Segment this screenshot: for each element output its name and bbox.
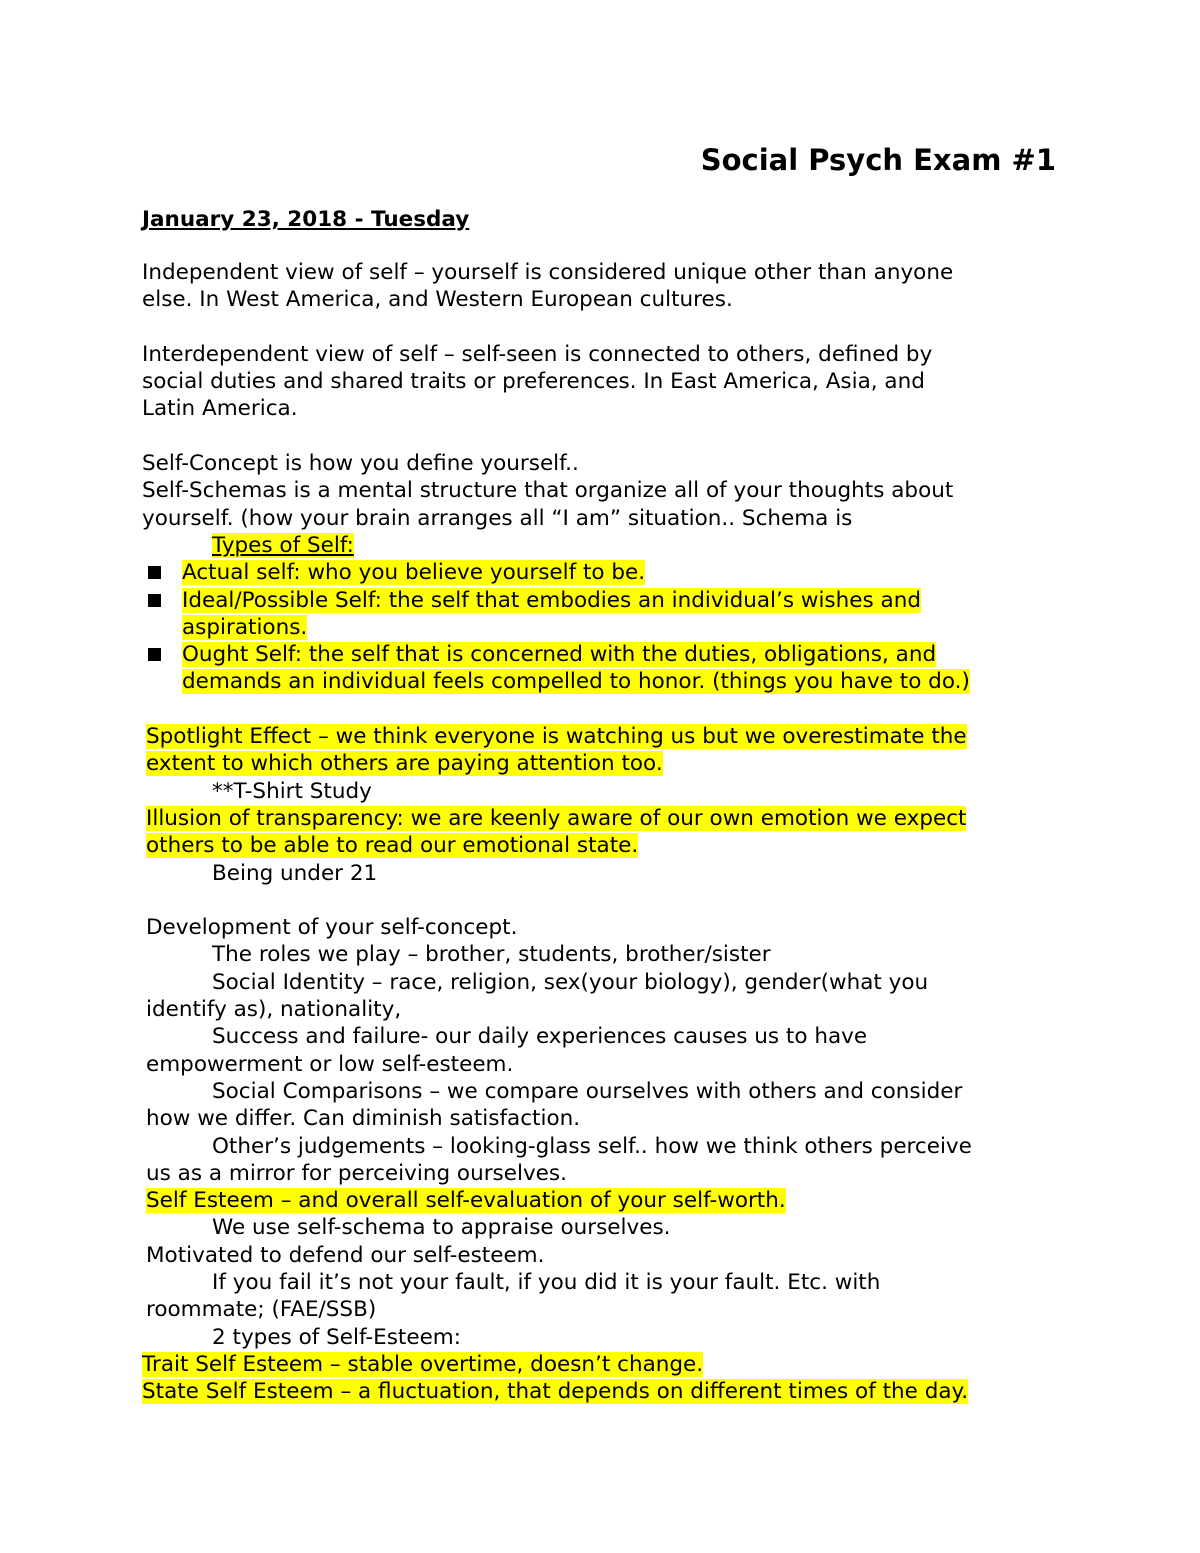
paragraph-interdependent: Interdependent view of self – self-seen is connected to others, defined by social duties and shared traits or preferences. In East America, Asia, and Latin America. [142, 341, 933, 422]
state-self-esteem-line: State Self Esteem – a fluctuation, that depends on different times of the day. [142, 1379, 969, 1405]
square-bullet-icon [148, 566, 161, 579]
list-item: Actual self: who you believe yourself to be. [142, 559, 1072, 586]
development-section: Development of your self-concept. The roles we play – brother, students, brother/sister Social Identity – race, religion, sex(your biology), gender(what you identify as), nationality, Success and failure- our daily experiences causes us to have empowerment or low self-esteem. Social Comparisons – we compare ourselves with others and consider how we differ. Can diminish satisfaction. Other’s judgements – looking-glass self.. how we think others perceive us as a mirror for perceiving ourselves. Self Esteem – and overall self-evaluation of your self-worth. We use self-schema to appraise ourselves. Motivated to defend our self-esteem. If you fail it’s not your fault, if you did it is your fault. Etc. with roommate; (FAE/SSB) 2 types of Self-Esteem: [146, 915, 972, 1350]
document-body [142, 205, 1072, 1405]
list-item: Ought Self: the self that is concerned with the duties, obligations, and demands an individual feels compelled to honor. (things you have to do.) [142, 641, 1072, 696]
date-heading: January 23, 2018 - Tuesday [142, 207, 470, 232]
self-concept-line: Self-Concept is how you define yourself.. [142, 451, 579, 477]
types-of-self-list [142, 559, 1072, 695]
self-schemas-paragraph: Self-Schemas is a mental structure that organize all of your thoughts about yourself. (how your brain arranges all “I am” situation.. Schema is [142, 478, 954, 531]
tshirt-study-line: **T-Shirt Study [212, 778, 372, 804]
self-esteem-line: Self Esteem – and overall self-evaluation of your self-worth. [146, 1188, 786, 1214]
illusion-transparency-paragraph: Illusion of transparency: we are keenly aware of our own emotion we expect others to be able to read our emotional state. [146, 805, 967, 859]
types-of-self-heading: Types of Self: [212, 532, 354, 558]
square-bullet-icon [148, 648, 161, 661]
spotlight-effect-paragraph: Spotlight Effect – we think everyone is watching us but we overestimate the extent to which others are paying attention too. [146, 724, 967, 777]
under-21-line: Being under 21 [212, 860, 378, 886]
square-bullet-icon [148, 594, 161, 607]
trait-self-esteem-line: Trait Self Esteem – stable overtime, doesn’t change. [142, 1351, 704, 1377]
paragraph-independent: Independent view of self – yourself is considered unique other than anyone else. In West America, and Western European cultures. [142, 260, 954, 313]
document-title: Social Psych Exam #1 [700, 143, 1056, 177]
list-item: Ideal/Possible Self: the self that embodies an individual’s wishes and aspirations. [142, 587, 1072, 642]
